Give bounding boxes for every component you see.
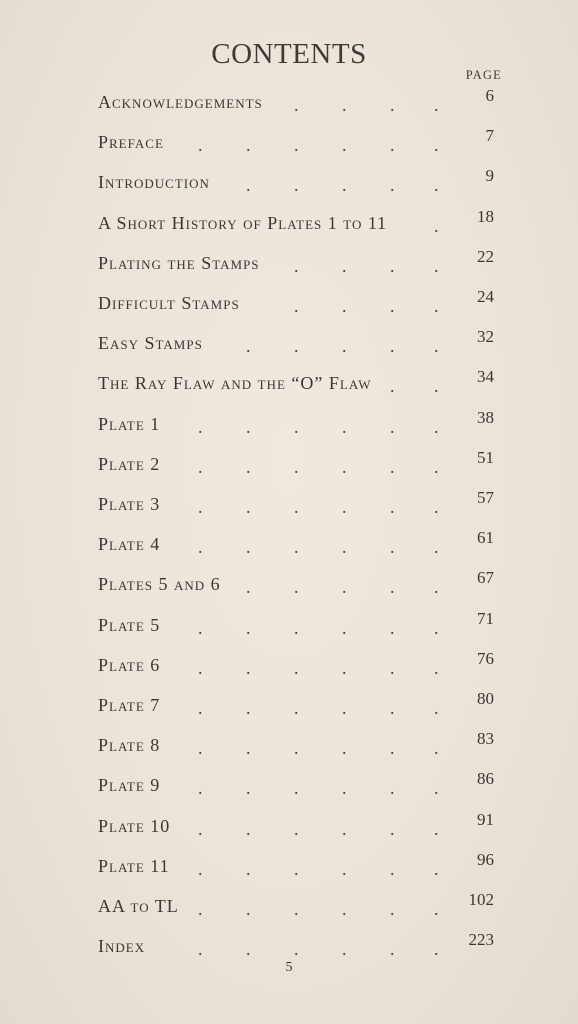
page-column-header: PAGE [465,68,502,82]
contents-entry-page: 34 [477,367,494,387]
leader-dot: . [294,537,299,558]
leader-dot: . [390,175,395,196]
leader-dot: . [342,738,347,759]
contents-entry [98,771,498,799]
leader-dot: . [390,858,395,879]
contents-entry-page: 6 [485,86,494,105]
leader-dot: . [342,778,347,799]
contents-entry [98,407,498,438]
contents-entry-title: Plate 5 [98,614,161,635]
contents-entry-title: A Short History of Plates 1 to 11 [98,212,388,233]
contents-entry [98,530,498,558]
leader-dot: . [434,858,439,879]
contents-entry [98,246,498,277]
leader-dot: . [434,738,439,759]
leader-dot: . [434,255,439,276]
leader-dot: . [434,336,439,357]
leader-dot: . [246,537,251,558]
contents-entry-title: Easy Stamps [98,333,203,354]
leader-dot: . [246,939,251,960]
leader-dot: . [294,738,299,759]
leader-dot: . [294,657,299,678]
leader-dot: . [434,899,439,919]
contents-entry [98,932,498,960]
leader-dot: . [342,698,347,718]
leader-dot: . [198,657,203,678]
leader-dots [98,654,438,676]
leader-dot: . [246,738,251,759]
contents-entry-title: Preface [98,132,164,153]
leader-dot: . [294,255,299,276]
leader-dot: . [198,738,203,759]
leader-dots [98,252,438,274]
leader-dot: . [294,698,299,718]
contents-entry [98,892,498,920]
leader-dot: . [434,376,439,397]
leader-dot: . [390,698,395,718]
contents-entry [98,447,498,478]
contents-entry-page: 102 [468,890,494,909]
leader-dots [98,131,439,156]
leader-dot: . [434,537,439,558]
contents-entry-title: AA to TL [98,896,179,916]
leader-dot: . [198,778,203,799]
leader-dot: . [246,617,251,638]
leader-dots [98,774,439,799]
contents-entry-title: Plate 8 [98,735,161,756]
contents-entry [98,329,498,357]
contents-entry [98,731,498,759]
contents-entry-title: Plate 6 [98,654,161,675]
contents-entry-title: Plates 5 and 6 [98,574,221,595]
leader-dot: . [294,416,299,437]
leader-dots [98,91,438,113]
contents-entry-title: Plate 4 [98,534,161,555]
contents-entry-title: Plate 10 [98,815,171,836]
leader-dots [98,614,438,636]
contents-entry [98,849,498,880]
leader-dot: . [198,456,203,477]
leader-dot: . [198,858,203,879]
leader-dot: . [342,657,347,678]
leader-dot: . [294,175,299,196]
leader-dot: . [198,899,203,919]
contents-entry [98,691,498,719]
leader-dot: . [390,497,395,517]
leader-dot: . [342,818,347,839]
leader-dot: . [294,617,299,638]
contents-entry-page: 7 [485,126,494,146]
leader-dot: . [198,818,203,839]
leader-dot: . [198,939,203,960]
contents-entry-title: Plate 2 [98,453,161,474]
leader-dot: . [390,336,395,357]
contents-entry [98,88,498,116]
leader-dots [98,171,439,196]
leader-dot: . [342,858,347,879]
leader-dots [98,734,439,759]
contents-entry-page: 18 [477,206,494,226]
leader-dot: . [342,899,347,919]
contents-entry-page: 96 [477,849,494,869]
leader-dot: . [198,135,203,156]
leader-dot: . [434,617,439,638]
leader-dot: . [198,617,203,638]
leader-dot: . [246,135,251,156]
contents-entry [98,570,498,598]
contents-entry-title: Plate 11 [98,855,170,876]
leader-dots [98,573,439,598]
contents-entry [98,289,498,317]
leader-dot: . [246,818,251,839]
leader-dots [98,212,438,234]
leader-dots [98,855,438,877]
contents-entry-page: 91 [477,809,494,829]
leader-dot: . [390,778,395,799]
contents-entry [98,369,498,397]
page-title: CONTENTS [211,38,367,70]
contents-entry-title: The Ray Flaw and the “O” Flaw [98,373,372,394]
leader-dot: . [198,537,203,558]
leader-dot: . [246,336,251,357]
leader-dot: . [342,95,347,115]
leader-dot: . [342,135,347,156]
leader-dot: . [434,215,439,236]
contents-entry-page: 51 [477,447,494,467]
contents-entry-page: 61 [477,528,494,548]
leader-dot: . [434,296,439,316]
leader-dot: . [390,376,395,397]
leader-dot: . [342,939,347,960]
leader-dot: . [342,296,347,316]
contents-entry [98,128,498,156]
leader-dot: . [246,858,251,879]
contents-entry [98,168,498,196]
page-number: 5 [285,960,293,975]
contents-entry-title: Difficult Stamps [98,293,240,313]
contents-entry-page: 32 [477,327,494,347]
contents-entry-title: Plate 3 [98,494,161,514]
leader-dot: . [434,577,439,598]
leader-dot: . [342,175,347,196]
contents-entry-page: 71 [477,608,494,628]
contents-entry-page: 76 [477,648,494,668]
leader-dot: . [434,698,439,718]
leader-dots [98,372,439,397]
leader-dot: . [246,698,251,718]
leader-dot: . [390,456,395,477]
leader-dot: . [294,135,299,156]
leader-dot: . [390,939,395,960]
contents-entry-page: 86 [477,769,494,789]
contents-entry-page: 83 [477,729,494,749]
leader-dot: . [294,778,299,799]
leader-dot: . [434,456,439,477]
contents-entry-page: 57 [477,488,494,507]
leader-dot: . [390,617,395,638]
leader-dots [98,815,438,837]
leader-dot: . [294,296,299,316]
leader-dot: . [390,577,395,598]
leader-dot: . [198,416,203,437]
leader-dot: . [294,336,299,357]
leader-dot: . [342,255,347,276]
contents-entry-page: 24 [477,287,494,306]
leader-dot: . [342,537,347,558]
leader-dot: . [434,497,439,517]
leader-dot: . [390,416,395,437]
leader-dot: . [246,577,251,598]
leader-dot: . [246,899,251,919]
leader-dots [98,694,438,716]
leader-dots [98,292,438,314]
contents-entry-title: Plate 1 [98,413,161,434]
leader-dot: . [390,95,395,115]
contents-entry-page: 80 [477,689,494,708]
leader-dot: . [294,577,299,598]
leader-dot: . [246,778,251,799]
leader-dot: . [294,818,299,839]
leader-dot: . [342,456,347,477]
contents-entry [98,490,498,518]
leader-dot: . [246,175,251,196]
leader-dot: . [390,818,395,839]
leader-dot: . [434,95,439,115]
leader-dots [98,533,439,558]
contents-entry-title: Plate 9 [98,775,161,796]
leader-dot: . [390,738,395,759]
leader-dot: . [342,497,347,517]
leader-dots [98,895,438,917]
leader-dot: . [294,939,299,960]
contents-entry-page: 9 [485,166,494,186]
leader-dot: . [246,456,251,477]
leader-dot: . [294,95,299,115]
leader-dot: . [342,416,347,437]
contents-entry-page: 38 [477,407,494,427]
contents-entry-title: Introduction [98,172,210,193]
leader-dot: . [434,818,439,839]
leader-dot: . [342,617,347,638]
contents-entry [98,608,498,639]
leader-dots [98,493,438,515]
leader-dots [98,935,439,960]
leader-dot: . [390,296,395,316]
leader-dot: . [294,858,299,879]
leader-dot: . [390,657,395,678]
contents-entry [98,648,498,679]
leader-dot: . [390,135,395,156]
leader-dot: . [294,497,299,517]
contents-entry-title: Index [98,936,146,957]
leader-dot: . [434,657,439,678]
leader-dot: . [198,698,203,718]
leader-dot: . [342,577,347,598]
leader-dots [98,332,439,357]
leader-dots [98,413,438,435]
leader-dot: . [434,175,439,196]
leader-dots [98,453,438,475]
contents-entry-page: 22 [477,246,494,266]
leader-dot: . [246,497,251,517]
leader-dot: . [390,255,395,276]
contents-entry-title: Plating the Stamps [98,252,260,273]
contents-entry-title: Acknowledgements [98,92,263,112]
contents-entry-page: 223 [468,930,494,950]
leader-dot: . [246,416,251,437]
contents-entry [98,206,498,237]
contents-entry [98,809,498,840]
leader-dot: . [434,939,439,960]
leader-dot: . [434,135,439,156]
leader-dot: . [434,416,439,437]
leader-dot: . [342,336,347,357]
leader-dot: . [390,899,395,919]
leader-dot: . [246,657,251,678]
leader-dot: . [434,778,439,799]
leader-dot: . [294,456,299,477]
leader-dot: . [294,899,299,919]
contents-entry-title: Plate 7 [98,695,161,715]
leader-dot: . [198,497,203,517]
contents-entry-page: 67 [477,568,494,588]
leader-dot: . [390,537,395,558]
